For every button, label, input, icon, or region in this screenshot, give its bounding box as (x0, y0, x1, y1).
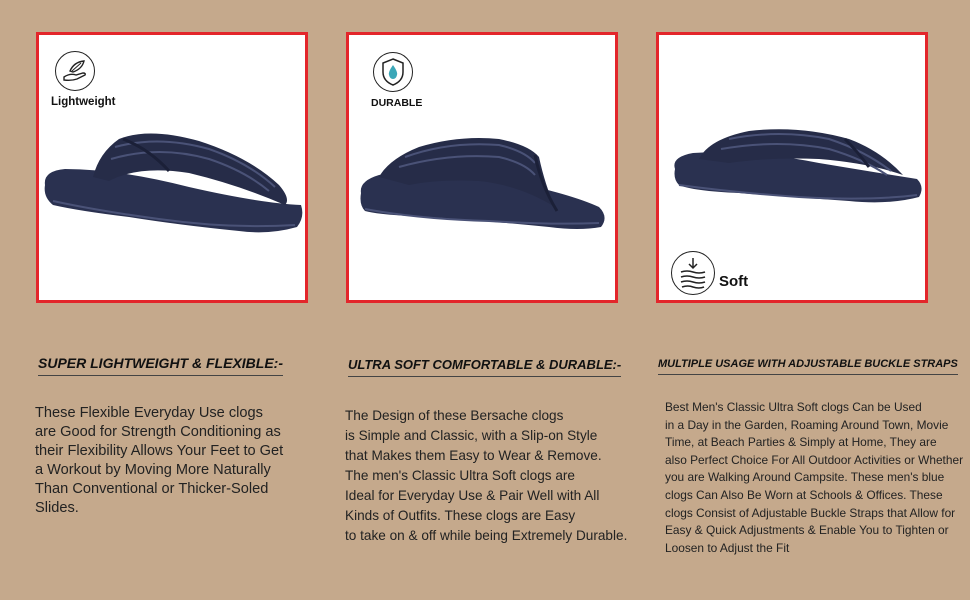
feature-card-soft (656, 32, 928, 303)
feature-label: Lightweight (51, 96, 116, 108)
feature-card-durable (346, 32, 618, 303)
feature-label: Soft (719, 273, 749, 290)
section-body: The Design of these Bersache clogs is Simple and Classic, with a Slip-on Style that Makes them Easy to Wear & Remove. The men's Classic Ultra Soft clogs are Ideal for Everyday Use & Pair Well with All Kinds of Outfits. These clogs are Easy to take on & off while being Extremely Durable. (345, 408, 628, 543)
section-heading: ULTRA SOFT COMFORTABLE & DURABLE:- (348, 357, 621, 377)
feature-card-lightweight (36, 32, 308, 303)
section-heading: MULTIPLE USAGE WITH ADJUSTABLE BUCKLE STRAPS (658, 358, 958, 375)
section-body: Best Men's Classic Ultra Soft clogs Can be Used in a Day in the Garden, Roaming Around Town, Movie Time, at Beach Parties & Simply at Home, They are also Perfect Choice For All Outdoor Activities or Whether you are Walking Around Campsite. These men's blue clogs Can Also Be Worn at Schools & Offices. These clogs Consist of Adjustable Buckle Straps that Allow for Easy & Quick Adjustments & Enable You to Tighten or Loosen to Adjust the Fit (665, 400, 964, 555)
cushion-layers-icon (671, 251, 715, 295)
feature-label: DURABLE (371, 97, 423, 109)
flip-flop-image (39, 35, 305, 300)
section-body: These Flexible Everyday Use clogs are Good for Strength Conditioning as their Flexibility Allows Your Feet to Get a Workout by Moving More Naturally Than Conventional or Thicker-Soled Slides. (35, 405, 284, 516)
section-heading: SUPER LIGHTWEIGHT & FLEXIBLE:- (38, 355, 283, 376)
flip-flop-image (349, 35, 615, 300)
